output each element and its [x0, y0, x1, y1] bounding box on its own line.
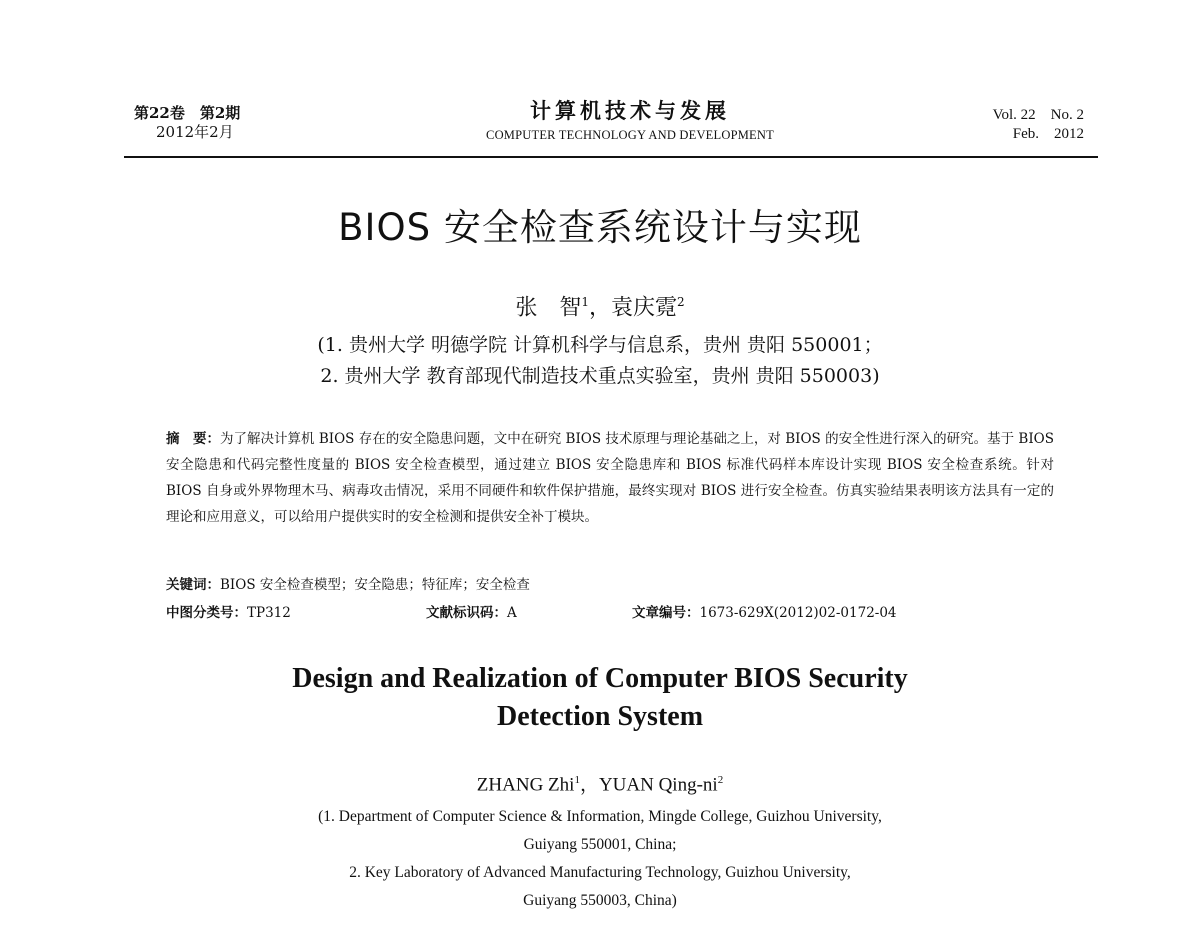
clc-number [166, 602, 291, 624]
author-2-en: YUAN Qing-ni [598, 774, 718, 796]
title-en-line-2: Detection System [496, 701, 704, 732]
affiliations-cn [0, 330, 1200, 392]
issue-date: 2012年2月 [156, 123, 234, 141]
affiliation-en-3: 2. Key Laboratory of Advanced Manufacturing Technology, Guizhou University, [349, 864, 851, 881]
author-2-cn-sup: 2 [677, 295, 685, 309]
doc-code-label: 文献标识码： [426, 605, 507, 621]
journal-title-en: COMPUTER TECHNOLOGY AND DEVELOPMENT [486, 128, 774, 142]
abstract-text: 为了解决计算机 BIOS 存在的安全隐患问题，文中在研究 BIOS 技术原理与理论基础之上，对 BIOS 的安全性进行深入的研究。基于 BIOS 安全隐患和代码完整性度量的 BIOS 安全检查模型，通过建立 BIOS 安全隐患库和 BIOS 标准代码样本库设计实现 BIOS 安全检查系统。针对 BIOS 自身或外界物理木马、病毒攻击情况，采用不同硬件和软件保护措施，最终实现对 BIOS 进行安全检查。仿真实验结果表明该方法具有一定的理论和应用意义，可以给用户提供实时的安全检测和提供安全补丁模块。 [166, 431, 1054, 525]
document-code [426, 602, 517, 624]
header-right [993, 106, 1084, 144]
author-1-en: ZHANG Zhi [476, 774, 575, 796]
clc-label: 中图分类号： [166, 605, 247, 621]
affiliation-en-1: (1. Department of Computer Science & Information, Mingde College, Guizhou University, [318, 808, 882, 825]
author-2-cn: 袁庆霓 [611, 295, 678, 321]
authors-en [0, 768, 1200, 797]
volume-issue: 第22卷 第2期 [134, 104, 241, 122]
author-1-cn-sup: 1 [581, 295, 589, 309]
header-rule [124, 156, 1098, 158]
doc-code-value: A [507, 605, 517, 621]
title-en-line-1: Design and Realization of Computer BIOS Security [292, 663, 908, 694]
date-en: Feb. 2012 [1012, 126, 1084, 142]
author-separator-en: ， [579, 774, 599, 796]
paper-title-cn: BIOS 安全检查系统设计与实现 [338, 206, 862, 249]
abstract-label: 摘 要： [166, 431, 221, 447]
keywords-label: 关键词： [166, 577, 220, 593]
authors-cn [0, 288, 1200, 322]
affiliations-en [0, 803, 1200, 915]
clc-value: TP312 [247, 605, 291, 621]
author-1-cn: 张 智 [515, 295, 582, 321]
abstract-cn [166, 426, 1054, 530]
author-separator-cn: ， [588, 295, 611, 321]
journal-title: 计算机技术与发展 [530, 98, 730, 123]
keywords-cn [166, 574, 530, 596]
journal-masthead [420, 98, 840, 143]
author-1-en-sup: 1 [574, 774, 580, 786]
affiliation-en-2: Guiyang 550001, China; [523, 836, 677, 853]
keywords-text: BIOS 安全检查模型；安全隐患；特征库；安全检查 [220, 577, 530, 593]
affiliation-cn-2: 2. 贵州大学 教育部现代制造技术重点实验室，贵州 贵阳 550003) [320, 365, 880, 387]
header-left [134, 104, 240, 142]
author-2-en-sup: 2 [717, 774, 724, 786]
paper-title-en [0, 660, 1200, 736]
affiliation-cn-1: (1. 贵州大学 明德学院 计算机科学与信息系，贵州 贵阳 550001； [317, 334, 883, 356]
article-no-value: 1673-629X(2012)02-0172-04 [699, 605, 897, 621]
vol-no: Vol. 22 No. 2 [992, 107, 1084, 123]
article-no-label: 文章编号： [632, 605, 700, 621]
affiliation-en-4: Guiyang 550003, China) [523, 892, 677, 909]
article-number [632, 602, 897, 624]
